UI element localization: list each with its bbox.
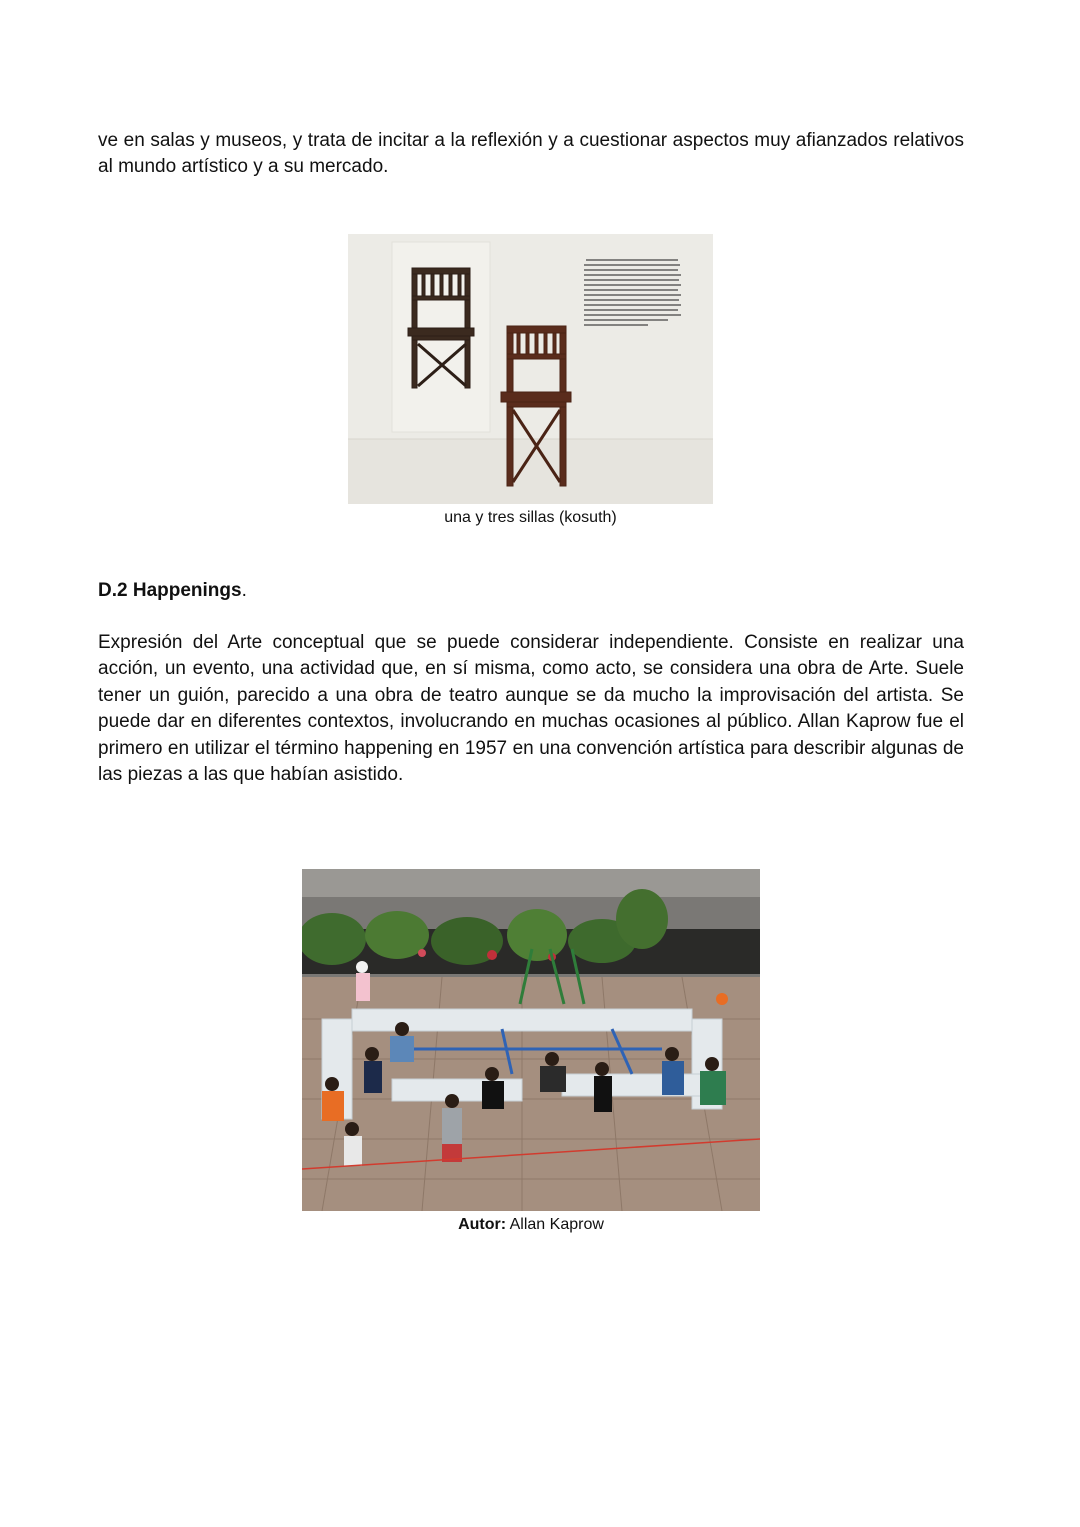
section-heading [98,578,247,604]
figure1-caption: una y tres sillas (kosuth) [444,509,617,526]
happening-photo-image [302,869,760,1211]
figure2-caption-label: Autor: [458,1216,507,1233]
section-heading-period: . [241,580,247,601]
section-heading-title: D.2 Happenings [98,580,242,601]
chairs-artwork-image [348,234,713,504]
figure2-caption-author: Allan Kaprow [506,1216,604,1233]
happenings-paragraph: Expresión del Arte conceptual que se puede considerar independiente. Consiste en realizar una acción, un evento, una actividad que, en sí misma, como acto, se considera una obra de Arte. Suele tener un guión, parecido a una obra de teatro aunque se da mucho la improvisación del artista. Se puede dar en diferentes contextos, involucrando en muchas ocasiones al público. Allan Kaprow fue el primero en utilizar el término happening en 1957 en una convención artística para describir algunas de las piezas a las que habían asistido. [98,632,964,786]
intro-paragraph: ve en salas y museos, y trata de incitar a la reflexión y a cuestionar aspectos muy afianzados relativos al mundo artístico y a su mercado. [98,130,964,178]
figure2-caption [302,1215,760,1235]
